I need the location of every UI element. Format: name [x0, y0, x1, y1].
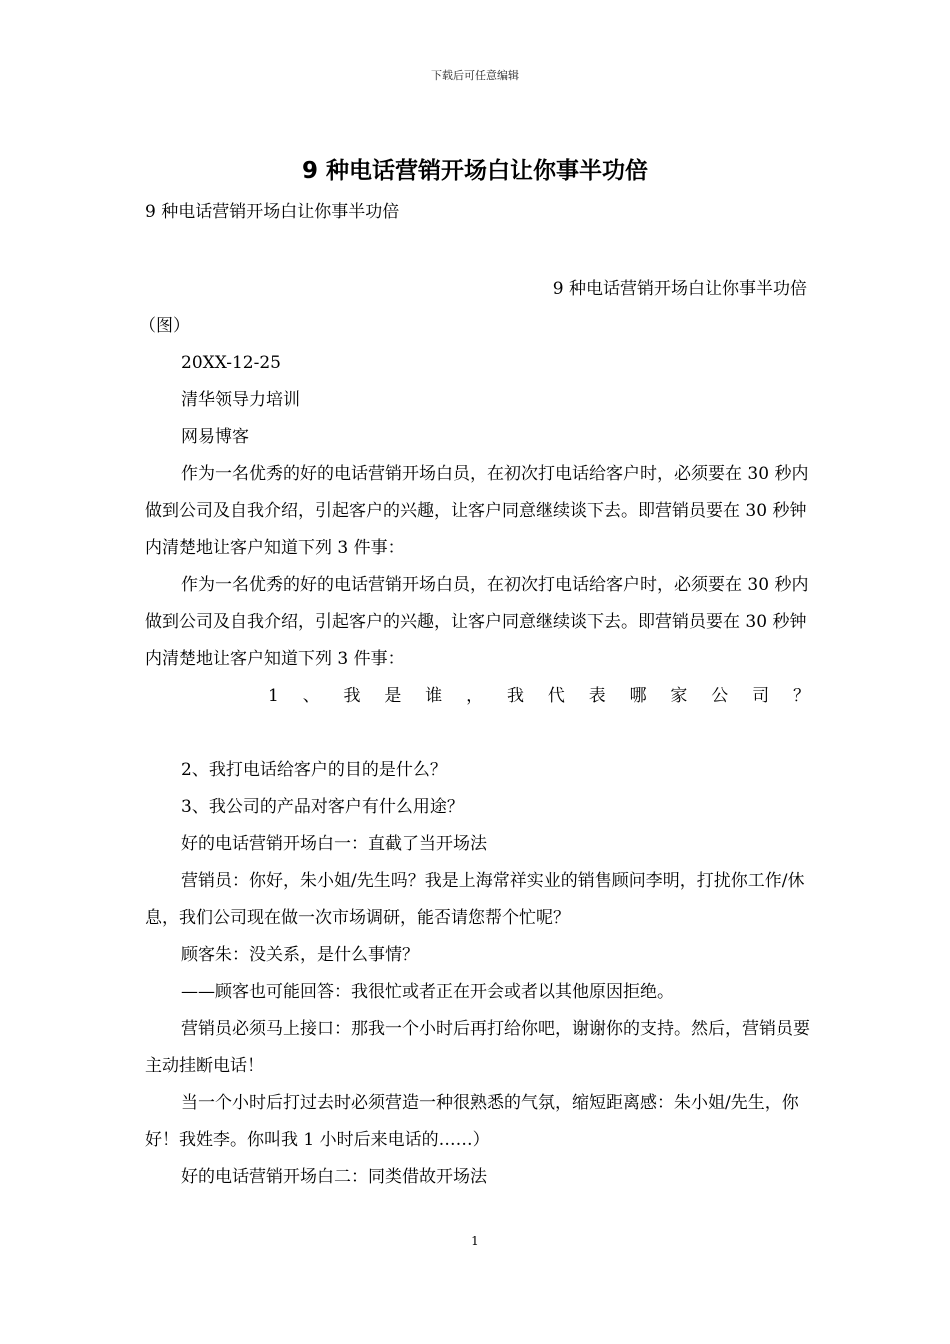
paragraph: 作为一名优秀的好的电话营销开场白员，在初次打电话给客户时，必须要在 30 秒内做到公司及自我介绍，引起客户的兴趣，让客户同意继续谈下去。即营销员要在 30 秒钟内清楚地让客户知道下列 3 件事： [145, 575, 809, 669]
list-item-2: 2、我打电话给客户的目的是什么？ [181, 760, 447, 780]
list-char: 家 [670, 686, 688, 706]
list-char: 代 [547, 686, 565, 706]
list-char: 谁 [425, 686, 443, 706]
dialog-paragraph: 顾客朱：没关系，是什么事情？ [181, 945, 419, 965]
dialog-paragraph: ——顾客也可能回答：我很忙或者正在开会或者以其他原因拒绝。 [181, 982, 674, 1002]
list-char: 我 [506, 686, 524, 706]
list-char: ， [466, 686, 484, 706]
source-name: 清华领导力培训 [181, 390, 300, 410]
dialog-paragraph: 营销员：你好，朱小姐/先生吗？我是上海常祥实业的销售顾问李明，打扰你工作/休息，我们公司现在做一次市场调研，能否请您帮个忙呢？ [145, 871, 805, 928]
list-char: 、 [302, 686, 320, 706]
section-heading: 好的电话营销开场白一：直截了当开场法 [181, 834, 487, 854]
blog-name: 网易博客 [181, 427, 249, 447]
list-item-1 [145, 678, 810, 715]
list-char: 表 [588, 686, 606, 706]
dialog-paragraph: 当一个小时后打过去时必须营造一种很熟悉的气氛，缩短距离感：朱小姐/先生，你好！我姓李。你叫我 1 小时后来电话的……） [145, 1093, 799, 1150]
post-date: 20XX-12-25 [181, 353, 281, 373]
list-item-3: 3、我公司的产品对客户有什么用途？ [181, 797, 464, 817]
page-header: 下载后可任意编辑 [431, 69, 519, 82]
figure-label: （图） [139, 316, 190, 336]
list-char: 哪 [629, 686, 647, 706]
list-char: 我 [343, 686, 361, 706]
page-number: 1 [471, 1234, 479, 1248]
paragraph: 作为一名优秀的好的电话营销开场白员，在初次打电话给客户时，必须要在 30 秒内做到公司及自我介绍，引起客户的兴趣，让客户同意继续谈下去。即营销员要在 30 秒钟内清楚地让客户知道下列 3 件事： [145, 464, 809, 558]
list-char: 司 [752, 686, 770, 706]
list-char: ？ [793, 686, 810, 706]
section-heading: 好的电话营销开场白二：同类借故开场法 [181, 1167, 487, 1187]
list-char: 1 [268, 686, 279, 706]
list-char: 公 [711, 686, 729, 706]
image-caption: 9 种电话营销开场白让你事半功倍 [552, 279, 807, 299]
subtitle: 9 种电话营销开场白让你事半功倍 [145, 202, 400, 222]
document-body [139, 194, 810, 1196]
dialog-paragraph: 营销员必须马上接口：那我一个小时后再打给你吧，谢谢你的支持。然后，营销员要主动挂断电话！ [145, 1019, 810, 1076]
list-char: 是 [384, 686, 402, 706]
document-title: 9 种电话营销开场白让你事半功倍 [301, 158, 648, 184]
